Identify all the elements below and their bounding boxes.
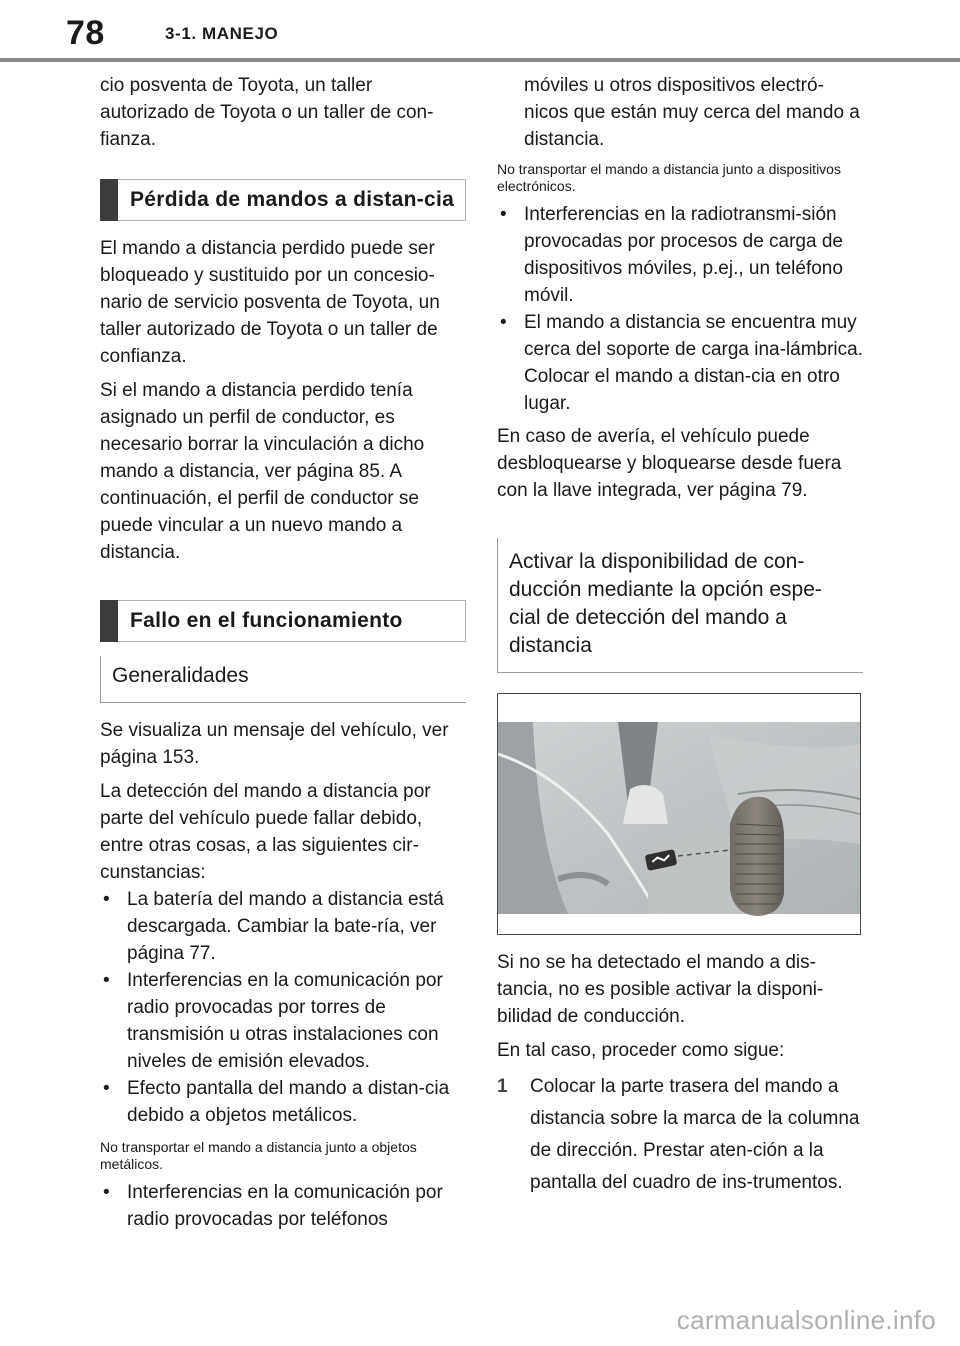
list-item: • El mando a distancia se encuentra muy cerca del soporte de carga ina-lámbrica. Colocar el mando a distan-cia en otro lugar. (500, 312, 864, 414)
list-item: • Interferencias en la comunicación por radio provocadas por teléfonos (103, 1182, 443, 1230)
heading-fault-text: Fallo en el funcionamiento (130, 609, 403, 632)
step-number: 1 (497, 1076, 508, 1097)
not-detected-paragraph: Si no se ha detectado el mando a dis-tancia, no es posible activar la disponi-bilidad de conducción. (497, 952, 824, 1027)
subheading-general-text: Generalidades (112, 664, 249, 687)
page-header (0, 0, 960, 62)
step-text: Colocar la parte trasera del mando a distancia sobre la marca de la columna de dirección. Prestar aten-ción a la pantalla del cuadro de ins-trumentos. (530, 1076, 860, 1193)
heading-bar (100, 600, 118, 642)
steering-column-illustration (497, 693, 861, 935)
step-item (497, 1071, 863, 1199)
right-column (497, 72, 863, 1199)
subheading-general (100, 656, 466, 703)
list-item: • Efecto pantalla del mando a distan-cia debido a objetos metálicos. (103, 1078, 450, 1126)
section-title: 3-1. MANEJO (165, 24, 279, 43)
continued-paragraph: móviles u otros dispositivos electró-nicos que están muy cerca del mando a distancia. (524, 75, 860, 150)
note-electronic: No transportar el mando a distancia junto a dispositivos electrónicos. (497, 161, 841, 194)
phone-interference-list (100, 1179, 466, 1233)
breakdown-paragraph: En caso de avería, el vehículo puede desbloquearse y bloquearse desde fuera con la llave integrada, ver página 79. (497, 426, 842, 501)
intro-paragraph: cio posventa de Toyota, un taller autorizado de Toyota o un taller de con-fianza. (100, 75, 434, 150)
subheading-activate (497, 538, 863, 673)
header-rule (0, 58, 960, 62)
note-metal: No transportar el mando a distancia junto a objetos metálicos. (100, 1139, 417, 1172)
left-column (100, 72, 466, 1239)
heading-fault (100, 600, 466, 642)
watermark: carmanualsonline.info (676, 1305, 936, 1335)
charging-interference-list (497, 201, 863, 417)
loss-paragraph-1: El mando a distancia perdido puede ser bloqueado y sustituido por un concesio-nario de servicio posventa de Toyota, un taller autorizado de Toyota o un taller de confianza. (100, 238, 440, 367)
subheading-activate-text: Activar la disponibilidad de con-ducción mediante la opción espe-cial de detección del mando a distancia (509, 550, 822, 657)
proceed-paragraph: En tal caso, proceder como sigue: (497, 1040, 785, 1061)
heading-loss-text: Pérdida de mandos a distan-cia (130, 188, 455, 211)
fault-causes-list (100, 886, 466, 1129)
list-item: • La batería del mando a distancia está descargada. Cambiar la bate-ría, ver página 77. (103, 889, 444, 964)
heading-bar (100, 179, 118, 221)
list-item: • Interferencias en la radiotransmi-sión provocadas por procesos de carga de dispositivos móviles, p.ej., un teléfono móvil. (500, 204, 843, 306)
page-number: 78 (66, 14, 105, 52)
list-item: • Interferencias en la comunicación por radio provocadas por torres de transmisión u otras instalaciones con niveles de emisión elevados. (103, 970, 443, 1072)
heading-loss (100, 179, 466, 221)
fault-paragraph-1: Se visualiza un mensaje del vehículo, ver página 153. (100, 720, 449, 768)
steps-list (497, 1071, 863, 1199)
loss-paragraph-2: Si el mando a distancia perdido tenía asignado un perfil de conductor, es necesario borrar la vinculación a dicho mando a distancia, ver página 85. A continuación, el perfil de conductor se puede vincular a un nuevo mando a distancia. (100, 380, 425, 563)
fault-paragraph-2: La detección del mando a distancia por parte del vehículo puede fallar debido, entre otras cosas, a las siguientes cir-cunstancias: (100, 781, 431, 883)
steering-column-image (498, 694, 860, 934)
